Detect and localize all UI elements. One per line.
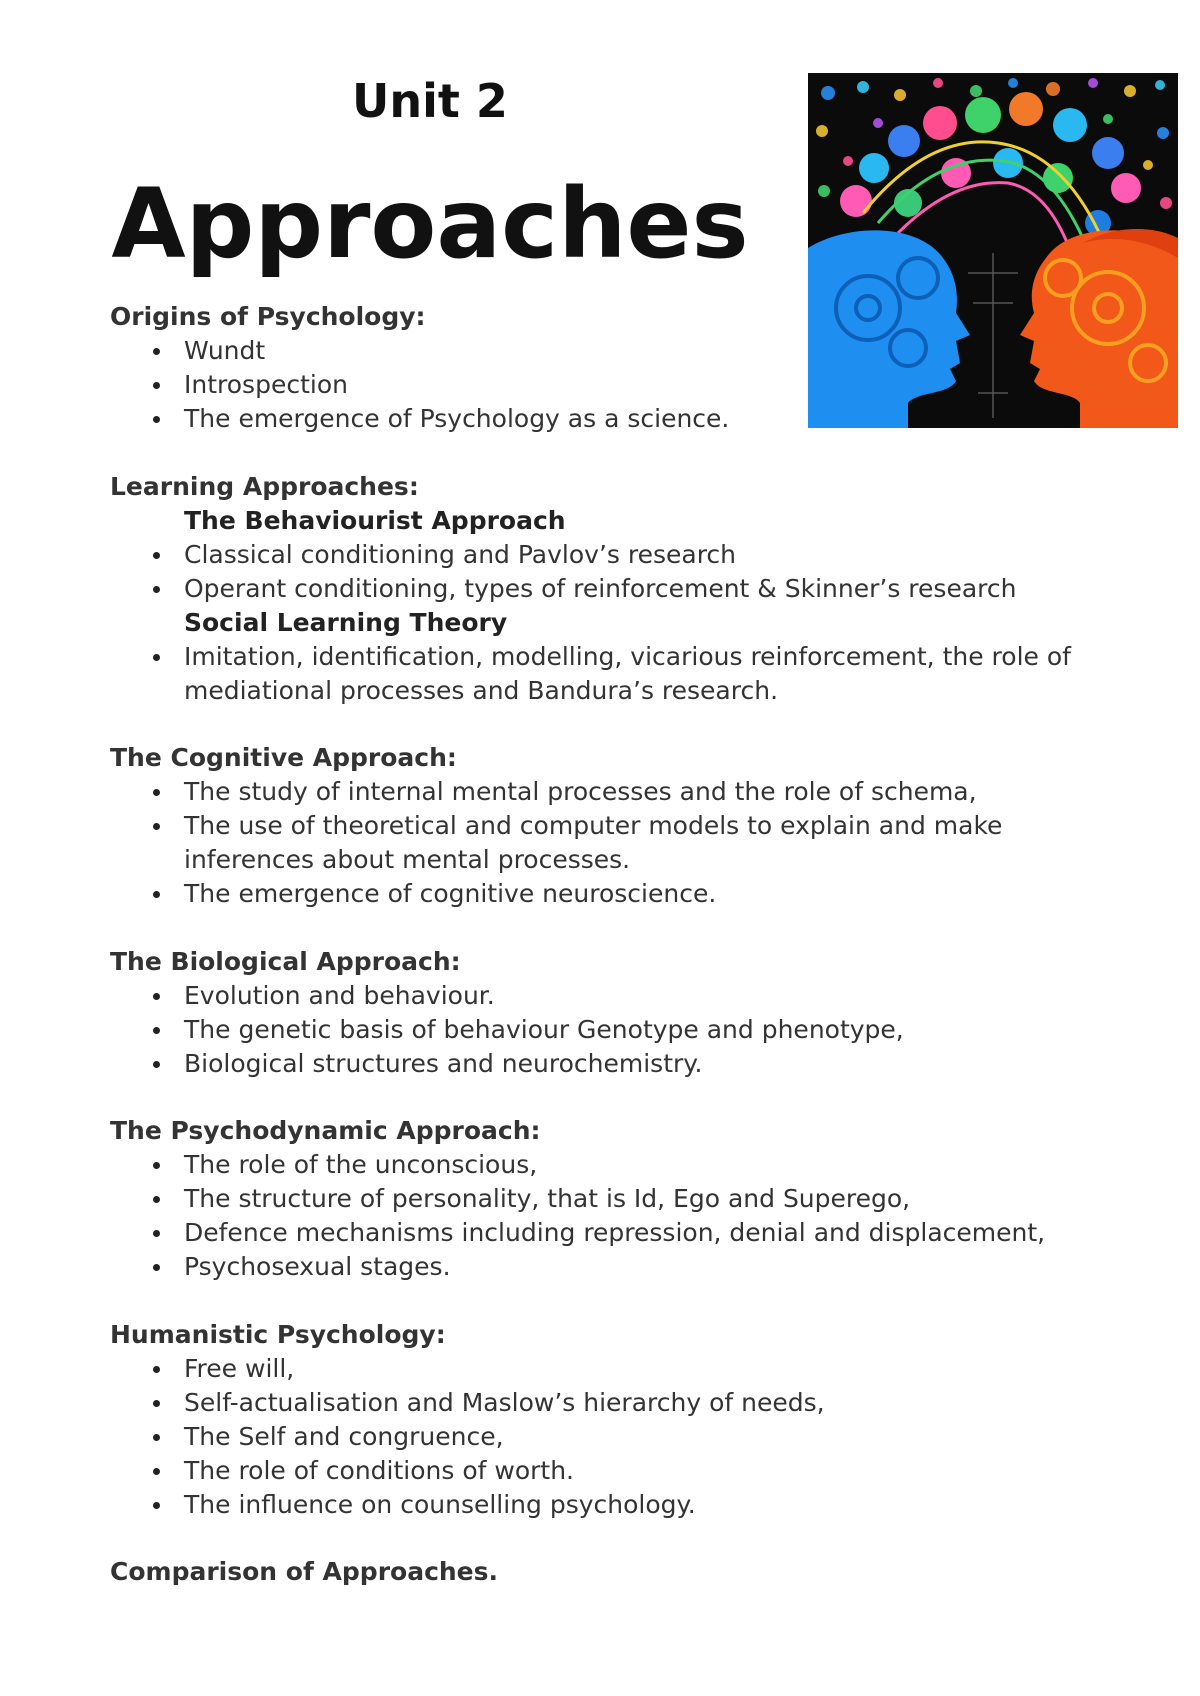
list-item (110, 1216, 1140, 1250)
section-learning (110, 470, 1140, 708)
section-psychodynamic (110, 1114, 1140, 1284)
list-item-text: Psychosexual stages. (184, 1252, 451, 1281)
list-item-text: The emergence of Psychology as a science. (184, 404, 730, 433)
section-heading: Comparison of Approaches. (110, 1557, 499, 1586)
list-item-text: Defence mechanisms including repression, denial and displacement, (184, 1218, 1046, 1247)
list-item (110, 572, 1140, 606)
section-heading: The Cognitive Approach: (110, 743, 457, 772)
list-item (110, 1352, 1140, 1386)
list-item (110, 1386, 1140, 1420)
list-item-text: The influence on counselling psychology. (184, 1489, 696, 1519)
section-heading: Learning Approaches: (110, 471, 419, 501)
list-item (110, 368, 1140, 402)
list-item-text: The use of theoretical and computer models to explain and make inferences about mental processes. (184, 811, 1003, 874)
section-origins (110, 300, 1140, 436)
list-item (110, 538, 1140, 572)
unit-title: Unit 2 (352, 74, 508, 128)
section-heading: Humanistic Psychology: (110, 1319, 446, 1349)
list-item (110, 1250, 1140, 1284)
bullet-list (110, 979, 1140, 1081)
list-item-text: The genetic basis of behaviour Genotype and phenotype, (184, 1014, 904, 1044)
list-item-text: Operant conditioning, types of reinforcement & Skinner’s research (184, 573, 1017, 603)
bullet-list (110, 538, 1140, 606)
section-heading: The Biological Approach: (110, 946, 461, 976)
section-humanistic (110, 1318, 1140, 1522)
section-heading: The Psychodynamic Approach: (110, 1116, 541, 1145)
list-item-text: The Self and congruence, (184, 1421, 504, 1451)
list-item (110, 1047, 1140, 1081)
section-cognitive (110, 741, 1140, 911)
bullet-list (110, 334, 1140, 436)
subsection-heading: The Behaviourist Approach (184, 505, 566, 535)
content (110, 300, 1140, 1623)
list-item (110, 1454, 1140, 1488)
list-item (110, 402, 1140, 436)
list-item (110, 775, 1140, 809)
list-item-text: The role of the unconscious, (184, 1150, 538, 1179)
section-heading: Origins of Psychology: (110, 302, 426, 331)
list-item (110, 979, 1140, 1013)
bullet-list (110, 640, 1140, 708)
list-item-text: Self-actualisation and Maslow’s hierarchy of needs, (184, 1387, 825, 1417)
list-item-text: Introspection (184, 370, 348, 399)
bullet-list (110, 1352, 1140, 1522)
section-comparison (110, 1555, 1140, 1589)
list-item (110, 1013, 1140, 1047)
list-item (110, 1182, 1140, 1216)
list-item (110, 1488, 1140, 1522)
bullet-list (110, 775, 1140, 911)
list-item-text: Imitation, identification, modelling, vicarious reinforcement, the role of mediational processes and Bandura’s research. (184, 641, 1071, 705)
list-item-text: The study of internal mental processes and the role of schema, (184, 777, 977, 806)
list-item (110, 809, 1140, 877)
list-item-text: The emergence of cognitive neuroscience. (184, 879, 717, 908)
list-item (110, 1148, 1140, 1182)
list-item-text: Wundt (184, 336, 266, 365)
list-item-text: Free will, (184, 1353, 295, 1383)
list-item (110, 877, 1140, 911)
list-item (110, 334, 1140, 368)
list-item (110, 1420, 1140, 1454)
list-item-text: The role of conditions of worth. (184, 1455, 575, 1485)
section-biological (110, 945, 1140, 1081)
bullet-list (110, 1148, 1140, 1284)
page-title: Approaches (111, 168, 749, 280)
subsection-heading: Social Learning Theory (184, 607, 508, 637)
list-item-text: The structure of personality, that is Id, Ego and Superego, (184, 1184, 911, 1213)
list-item-text: Classical conditioning and Pavlov’s research (184, 539, 737, 569)
list-item (110, 640, 1140, 708)
list-item-text: Biological structures and neurochemistry. (184, 1048, 703, 1078)
list-item-text: Evolution and behaviour. (184, 980, 495, 1010)
